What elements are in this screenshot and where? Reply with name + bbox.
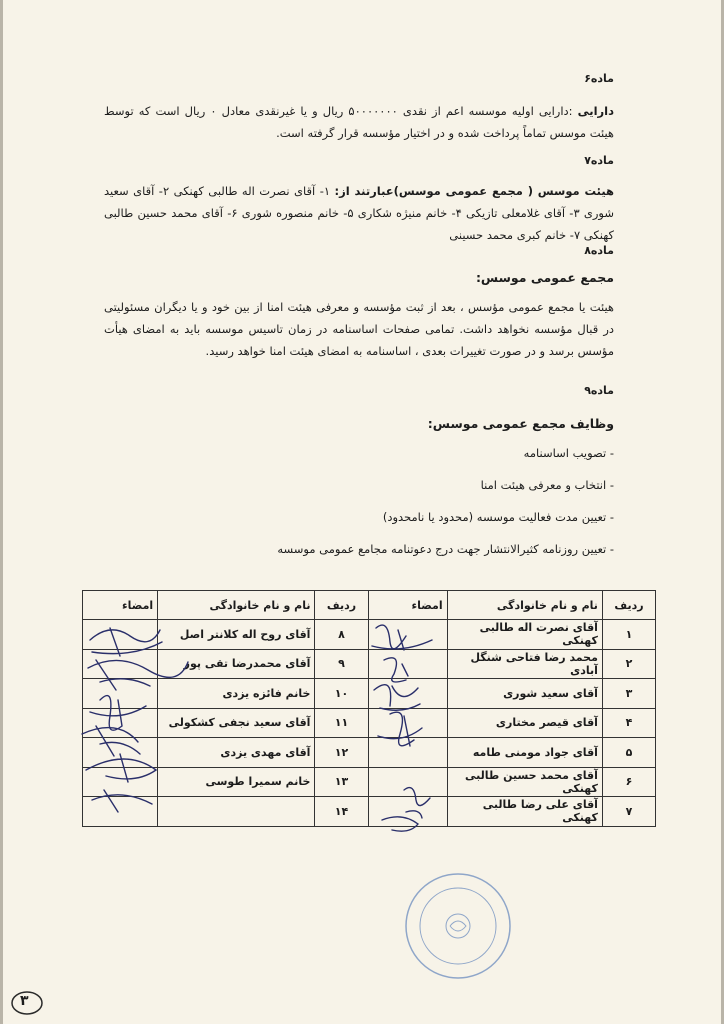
row-no: ۱۱ [315,708,368,738]
article-8-label: ماده۸ [584,244,614,257]
signature-cell [83,767,158,797]
member-name: آقای سعید نجفی کشکولی [158,708,315,738]
article-6-body: :دارایی اولیه موسسه اعم از نقدی ۵۰۰۰۰۰۰۰ ریال و یا غیرنقدی معادل ۰ ریال است که توسط هیئت موسس تماماً پرداخت شده و در اختیار مؤسسه قرار گرفته است. [104,104,614,140]
signature-cell [83,620,158,650]
table-row [83,797,656,827]
table-row [83,649,656,679]
duty-item: - تعیین روزنامه کثیرالانتشار جهت درج دعوتنامه مجامع عمومی موسسه [277,542,614,556]
col-signature: امضاء [368,591,447,620]
member-name: آقای محمدرضا تقی پور [158,649,315,679]
member-name: آقای محمد حسین طالبی کهنکی [447,767,602,797]
table-row [83,767,656,797]
article-6-term: دارایی [577,104,614,118]
signature-cell [368,679,447,709]
member-name: خانم فائزه یزدی [158,679,315,709]
article-6-label: ماده۶ [584,72,614,85]
article-6-text [104,100,614,144]
signature-cell [368,708,447,738]
signature-cell [368,649,447,679]
duty-item: - تصویب اساسنامه [523,446,614,460]
article-7-text [104,180,614,246]
col-name: نام و نام خانوادگی [158,591,315,620]
signature-cell [83,797,158,827]
member-name: آقای سعید شوری [447,679,602,709]
signature-cell [83,708,158,738]
signature-cell [368,797,447,827]
table-row [83,708,656,738]
signature-cell [368,767,447,797]
row-no: ۲ [602,649,655,679]
signature-cell [83,738,158,768]
article-7-label: ماده۷ [584,154,614,167]
article-8-heading: مجمع عمومی موسس: [475,270,614,285]
row-no: ۶ [602,767,655,797]
member-name: آقای روح اله کلانتر اصل [158,620,315,650]
page-number: ۳ [20,993,29,1009]
member-name: خانم سمیرا طوسی [158,767,315,797]
duty-item: - انتخاب و معرفی هیئت امنا [480,478,614,492]
col-row-no: ردیف [602,591,655,620]
row-no: ۱۰ [315,679,368,709]
founders-signature-table [82,590,656,827]
official-stamp-icon [400,868,516,984]
article-7-body: ۱- آقای نصرت اله طالبی کهنکی ۲- آقای سعید شوری ۳- آقای غلامعلی تازیکی ۴- خانم منیژه شکاری ۵- خانم منصوره شوری ۶- آقای محمد حسین طالبی کهنکی ۷- خانم کبری محمد حسینی [104,184,615,242]
signature-cell [83,649,158,679]
row-no: ۹ [315,649,368,679]
member-name [158,797,315,827]
table-row [83,679,656,709]
member-name: آقای قیصر مختاری [447,708,602,738]
row-no: ۷ [602,797,655,827]
row-no: ۱ [602,620,655,650]
member-name: آقای علی رضا طالبی کهنکی [447,797,602,827]
row-no: ۳ [602,679,655,709]
article-8-text: هیئت یا مجمع عمومی مؤسس ، بعد از ثبت مؤسسه و معرفی هیئت امنا از بین خود و یا دیگران مسئولیتی در قبال مؤسسه نخواهد داشت. تمامی صفحات اساسنامه در زمان تاسیس موسسه باید به امضای هیأت مؤسس برسد و در صورت تغییرات بعدی ، اساسنامه به امضای هیئت امنا خواهد رسید. [104,300,614,358]
signature-cell [368,738,447,768]
row-no: ۱۲ [315,738,368,768]
col-name: نام و نام خانوادگی [447,591,602,620]
article-9-heading: وظایف مجمع عمومی موسس: [427,416,614,431]
signature-cell [368,620,447,650]
duty-item: - تعیین مدت فعالیت موسسه (محدود یا نامحدود) [382,510,614,524]
row-no: ۸ [315,620,368,650]
row-no: ۱۳ [315,767,368,797]
table-header-row [83,591,656,620]
table-row [83,738,656,768]
row-no: ۱۴ [315,797,368,827]
member-name: محمد رضا فتاحی شنگل آبادی [447,649,602,679]
col-row-no: ردیف [315,591,368,620]
article-9-label: ماده۹ [584,384,614,397]
row-no: ۵ [602,738,655,768]
row-no: ۴ [602,708,655,738]
member-name: آقای نصرت اله طالبی کهنکی [447,620,602,650]
article-7-lead: هیئت موسس ( مجمع عمومی موسس)عبارتند از: [334,184,615,198]
member-name: آقای مهدی یزدی [158,738,315,768]
member-name: آقای جواد مومنی طامه [447,738,602,768]
table-row [83,620,656,650]
signature-cell [83,679,158,709]
col-signature: امضاء [83,591,158,620]
